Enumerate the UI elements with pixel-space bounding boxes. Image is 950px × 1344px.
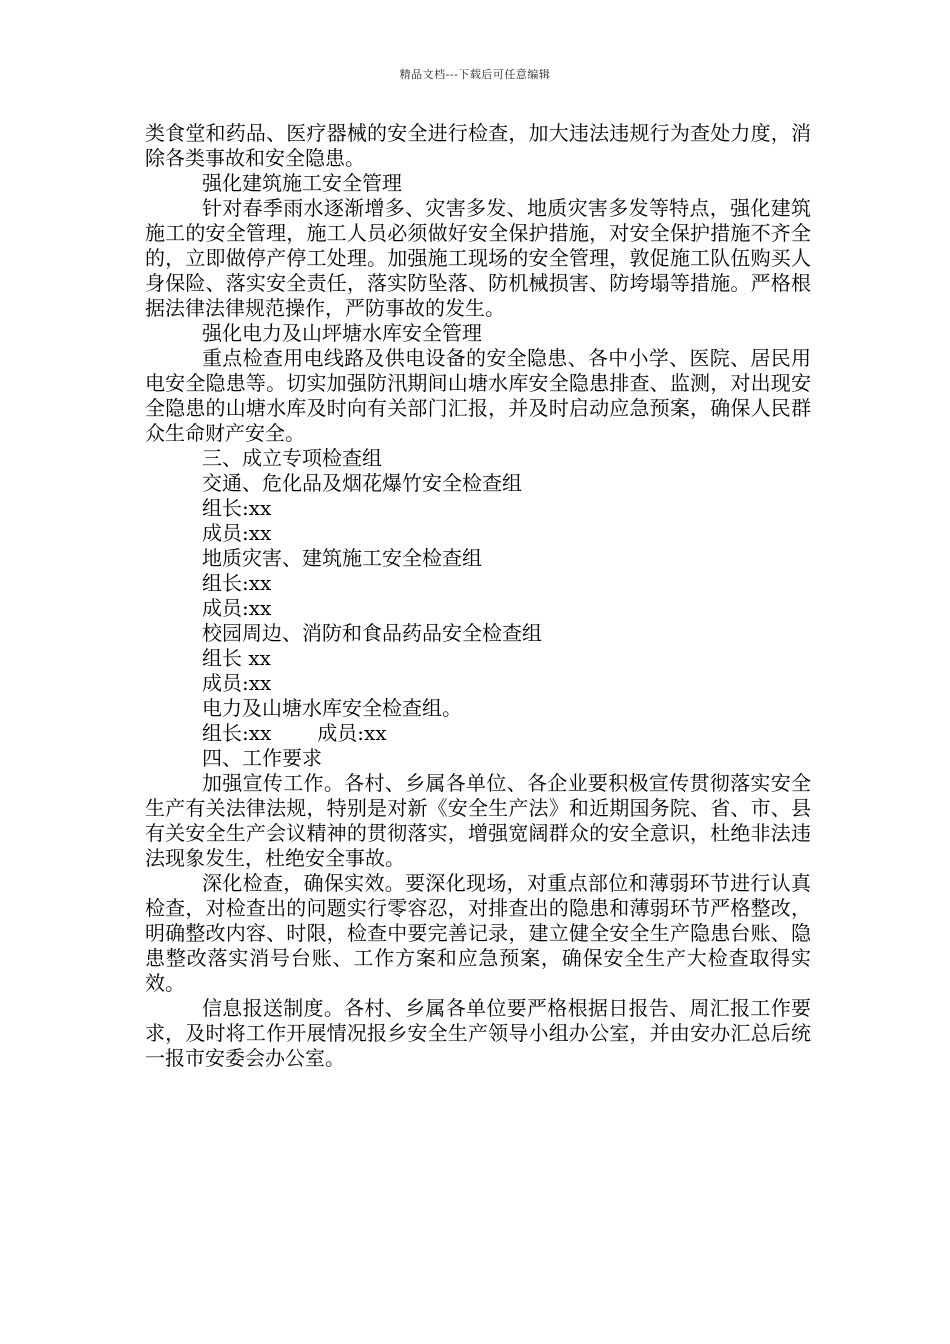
group-member-campus: 成员:xx (202, 671, 272, 695)
paragraph-construction-safety: 针对春季雨水逐渐增多、灾害多发、地质灾害多发等特点，强化建筑施工的安全管理，施工人员必须做好安全保护措施，对安全保护措施不齐全的，立即做停产停工处理。加强施工现场的安全管理，敦促施工队伍购买人身保险、落实安全责任，落实防坠落、防机械损害、防垮塌等措施。严格根据法律法律规范操作，严防事故的发生。 (145, 196, 811, 320)
group-title-traffic: 交通、危化品及烟花爆竹安全检查组 (202, 471, 522, 495)
paragraph-continuation: 类食堂和药品、医疗器械的安全进行检查，加大违法违规行为查处力度，消除各类事故和安全隐患。 (145, 121, 811, 170)
section-heading-inspection-groups: 三、成立专项检查组 (202, 446, 382, 470)
group-title-campus: 校园周边、消防和食品药品安全检查组 (202, 621, 542, 645)
group-leader-geology: 组长:xx (202, 571, 272, 595)
section-heading-requirements: 四、工作要求 (202, 746, 322, 770)
page-header: 精品文档---下载后可任意编辑 (399, 68, 551, 81)
heading-power-reservoir-safety: 强化电力及山坪塘水库安全管理 (202, 321, 482, 345)
paragraph-reporting: 信息报送制度。各村、乡属各单位要严格根据日报告、周汇报工作要求，及时将工作开展情况报乡安全生产领导小组办公室，并由安办汇总后统一报市安委会办公室。 (145, 996, 811, 1070)
group-title-geology: 地质灾害、建筑施工安全检查组 (202, 546, 482, 570)
document-body (145, 121, 811, 1071)
paragraph-inspection: 深化检查，确保实效。要深化现场，对重点部位和薄弱环节进行认真检查，对检查出的问题实行零容忍，对排查出的隐患和薄弱环节严格整改，明确整改内容、时限，检查中要完善记录，建立健全安全生产隐患台账、隐患整改落实消号台账、工作方案和应急预案，确保安全生产大检查取得实效。 (145, 871, 811, 995)
group-title-power: 电力及山塘水库安全检查组。 (202, 696, 462, 720)
group-leader-campus: 组长 xx (202, 646, 271, 670)
group-member-geology: 成员:xx (202, 596, 272, 620)
group-leader-traffic: 组长:xx (202, 496, 272, 520)
group-member-power: 成员:xx (317, 721, 387, 745)
paragraph-power-reservoir-safety: 重点检查用电线路及供电设备的安全隐患、各中小学、医院、居民用电安全隐患等。切实加强防汛期间山塘水库安全隐患排查、监测，对出现安全隐患的山塘水库及时向有关部门汇报，并及时启动应急预案，确保人民群众生命财产安全。 (145, 346, 811, 445)
paragraph-publicity: 加强宣传工作。各村、乡属各单位、各企业要积极宣传贯彻落实安全生产有关法律法规，特别是对新《安全生产法》和近期国务院、省、市、县有关安全生产会议精神的贯彻落实，增强宽阔群众的安全意识，杜绝非法违法现象发生，杜绝安全事故。 (145, 771, 811, 870)
group-member-traffic: 成员:xx (202, 521, 272, 545)
group-roles-power (145, 721, 811, 746)
group-leader-power: 组长:xx (202, 721, 272, 745)
heading-construction-safety: 强化建筑施工安全管理 (202, 171, 402, 195)
